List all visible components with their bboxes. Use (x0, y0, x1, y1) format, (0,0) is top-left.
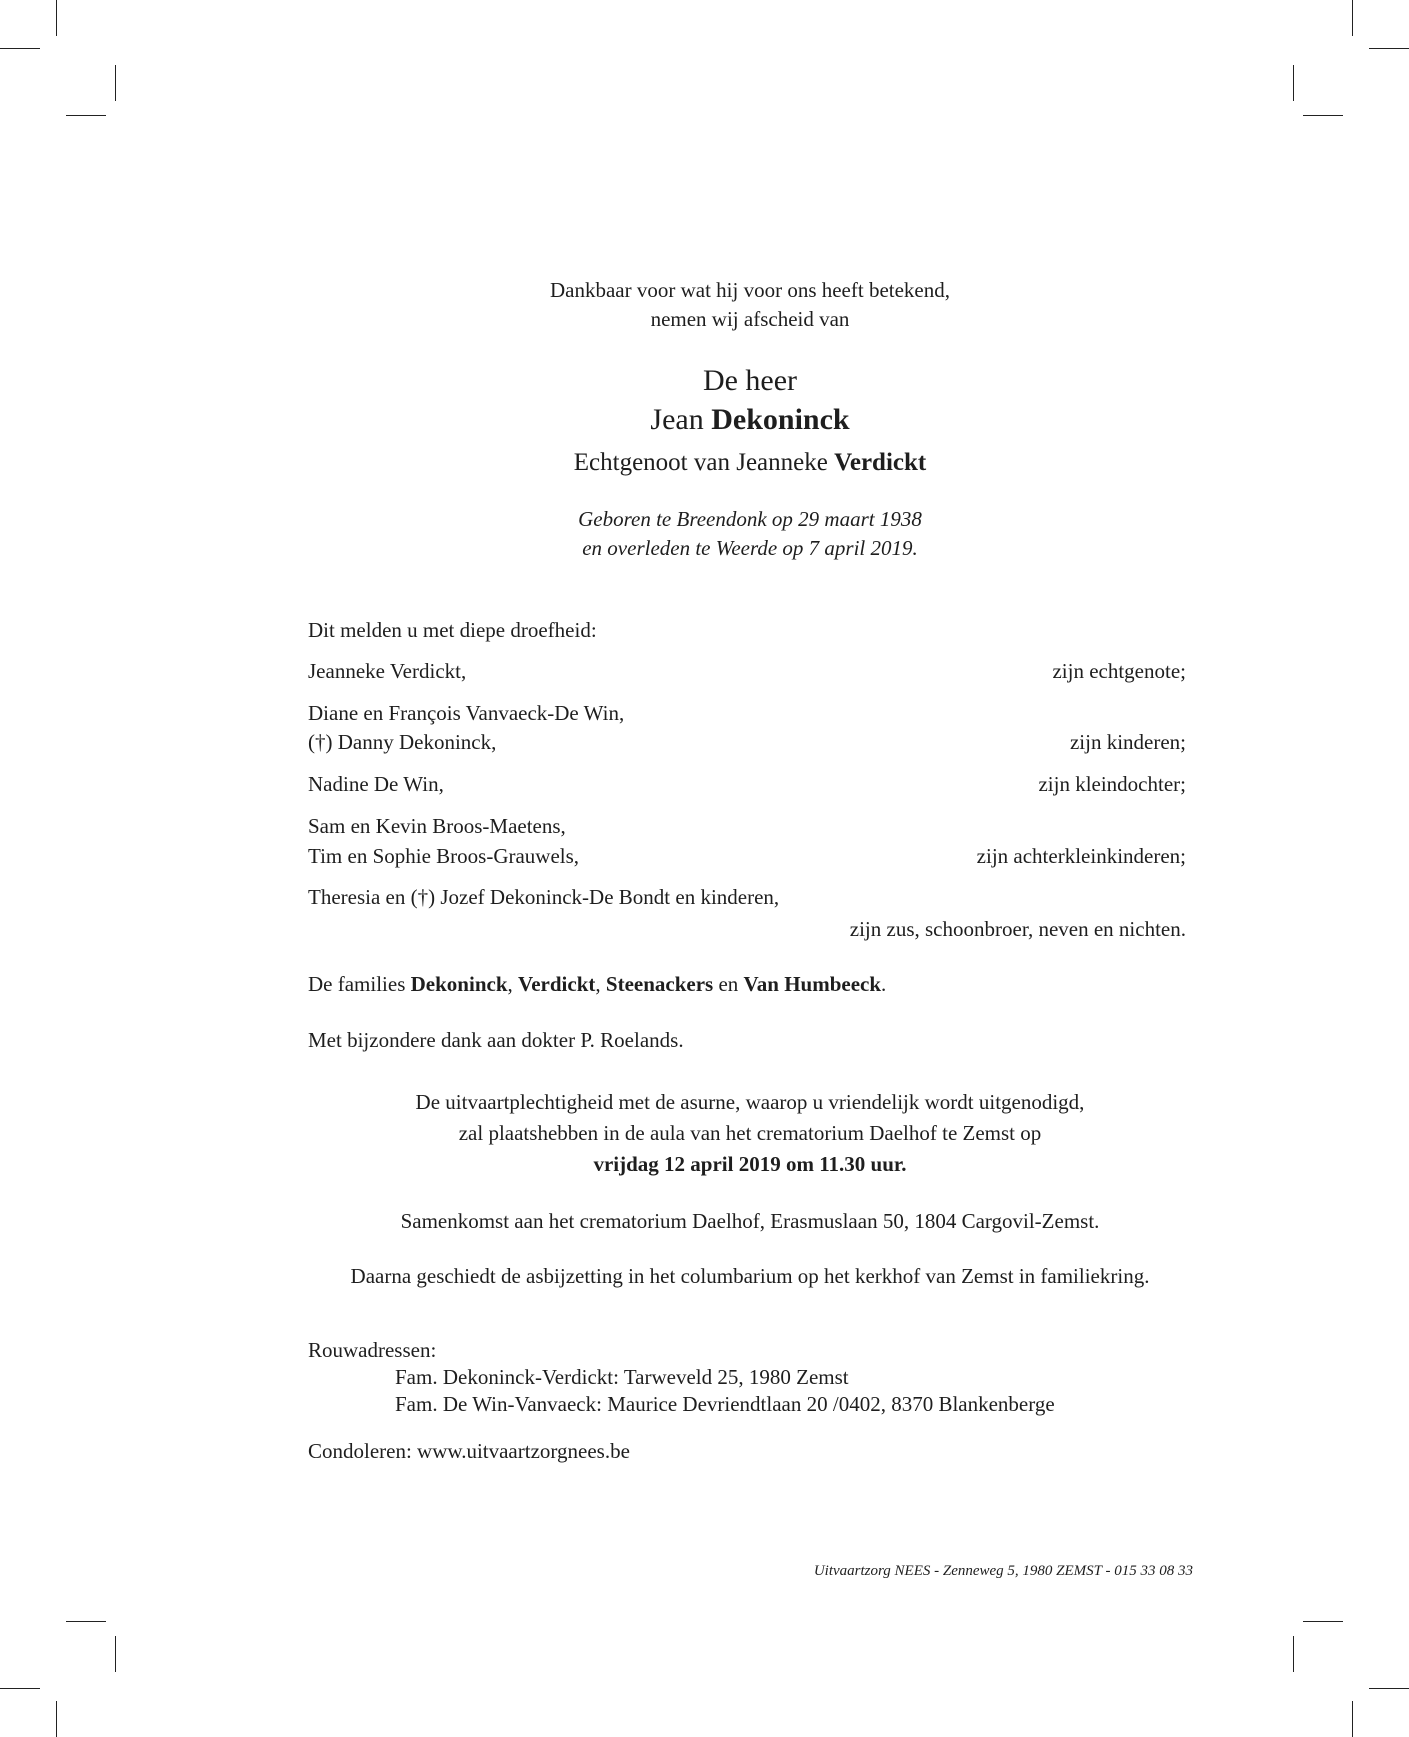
crop-mark (66, 115, 106, 116)
ceremony-line-1: De uitvaartplechtigheid met de asurne, waarop u vriendelijk wordt uitgenodigd, (415, 1090, 1085, 1114)
intro-line-2: nemen wij afscheid van (650, 307, 850, 331)
children-line-1: Diane en François Vanvaeck-De Win, (308, 701, 625, 725)
families-sep-1: , (507, 972, 518, 996)
gathering: Samenkomst aan het crematorium Daelhof, Erasmuslaan 50, 1804 Cargovil-Zemst. (400, 1209, 1100, 1233)
crop-mark (1303, 1621, 1343, 1622)
family-name-2: Verdickt (518, 972, 596, 996)
death-line: en overleden te Weerde op 7 april 2019. (582, 536, 918, 560)
life-dates (408, 505, 1092, 563)
deceased-last-name: Dekoninck (711, 403, 850, 436)
children-role: zijn kinderen; (1069, 730, 1186, 754)
birth-line: Geboren te Breendonk op 29 maart 1938 (578, 507, 922, 531)
granddaughter-role: zijn kleindochter; (1038, 772, 1186, 796)
families-line (308, 970, 886, 999)
crop-mark (115, 1636, 116, 1672)
ceremony-date: vrijdag 12 april 2019 om 11.30 uur. (593, 1152, 907, 1176)
granddaughter-name: Nadine De Win, (308, 772, 444, 796)
crop-mark (66, 1621, 106, 1622)
crop-mark (0, 1688, 40, 1689)
address-1: Fam. Dekoninck-Verdickt: Tarweveld 25, 1980 Zemst (395, 1365, 849, 1389)
intro (408, 276, 1092, 334)
families-suffix: . (881, 972, 887, 996)
announcement: Dit melden u met diepe droefheid: (308, 618, 597, 642)
crop-mark (1293, 1636, 1294, 1672)
ceremony-line-2: zal plaatshebben in de aula van het crematorium Daelhof te Zemst op (458, 1121, 1042, 1145)
families-sep-2: , (595, 972, 606, 996)
crop-mark (1352, 1701, 1353, 1737)
interment: Daarna geschiedt de asbijzetting in het columbarium op het kerkhof van Zemst in familiekring. (350, 1264, 1150, 1288)
spouse-prefix: Echtgenoot van Jeanneke (573, 449, 828, 476)
spouse-last-name: Verdickt (834, 449, 927, 476)
ceremony (280, 1087, 1220, 1180)
siblings-line: Theresia en (†) Jozef Dekoninck-De Bondt en kinderen, (308, 885, 780, 909)
siblings-role: zijn zus, schoonbroer, neven en nichten. (849, 917, 1186, 941)
address-2: Fam. De Win-Vanvaeck: Maurice Devriendtlaan 20 /0402, 8370 Blankenberge (395, 1392, 1055, 1416)
greatgrand-line-1: Sam en Kevin Broos-Maetens, (308, 814, 566, 838)
thanks: Met bijzondere dank aan dokter P. Roelands. (308, 1028, 684, 1052)
crop-mark (1369, 1688, 1409, 1689)
greatgrand-role: zijn achterkleinkinderen; (976, 844, 1186, 868)
children-line-2: (†) Danny Dekoninck, (308, 730, 497, 754)
deceased-name (408, 401, 1092, 439)
deceased-first-name: Jean (650, 403, 704, 436)
spouse-name: Jeanneke Verdickt, (308, 659, 467, 683)
spouse-role: zijn echtgenote; (1052, 659, 1186, 683)
families-prefix: De families (308, 972, 411, 996)
deceased-honorific: De heer (702, 364, 798, 397)
crop-mark (1293, 65, 1294, 101)
crop-mark (0, 48, 40, 49)
families-sep-3: en (713, 972, 744, 996)
greatgrand-line-2: Tim en Sophie Broos-Grauwels, (308, 844, 580, 868)
condolences: Condoleren: www.uitvaartzorgnees.be (308, 1439, 630, 1463)
intro-line-1: Dankbaar voor wat hij voor ons heeft betekend, (549, 278, 951, 302)
family-name-1: Dekoninck (410, 972, 508, 996)
family-name-4: Van Humbeeck (743, 972, 882, 996)
crop-mark (1352, 0, 1353, 36)
footer-funeral-home: Uitvaartzorg NEES - Zenneweg 5, 1980 ZEMST - 015 33 08 33 (813, 1563, 1193, 1579)
addresses-label: Rouwadressen: (308, 1338, 437, 1362)
family-name-3: Steenackers (605, 972, 714, 996)
crop-mark (56, 0, 57, 36)
crop-mark (56, 1701, 57, 1737)
crop-mark (115, 65, 116, 101)
spouse-line (408, 447, 1092, 479)
crop-mark (1369, 48, 1409, 49)
crop-mark (1303, 115, 1343, 116)
